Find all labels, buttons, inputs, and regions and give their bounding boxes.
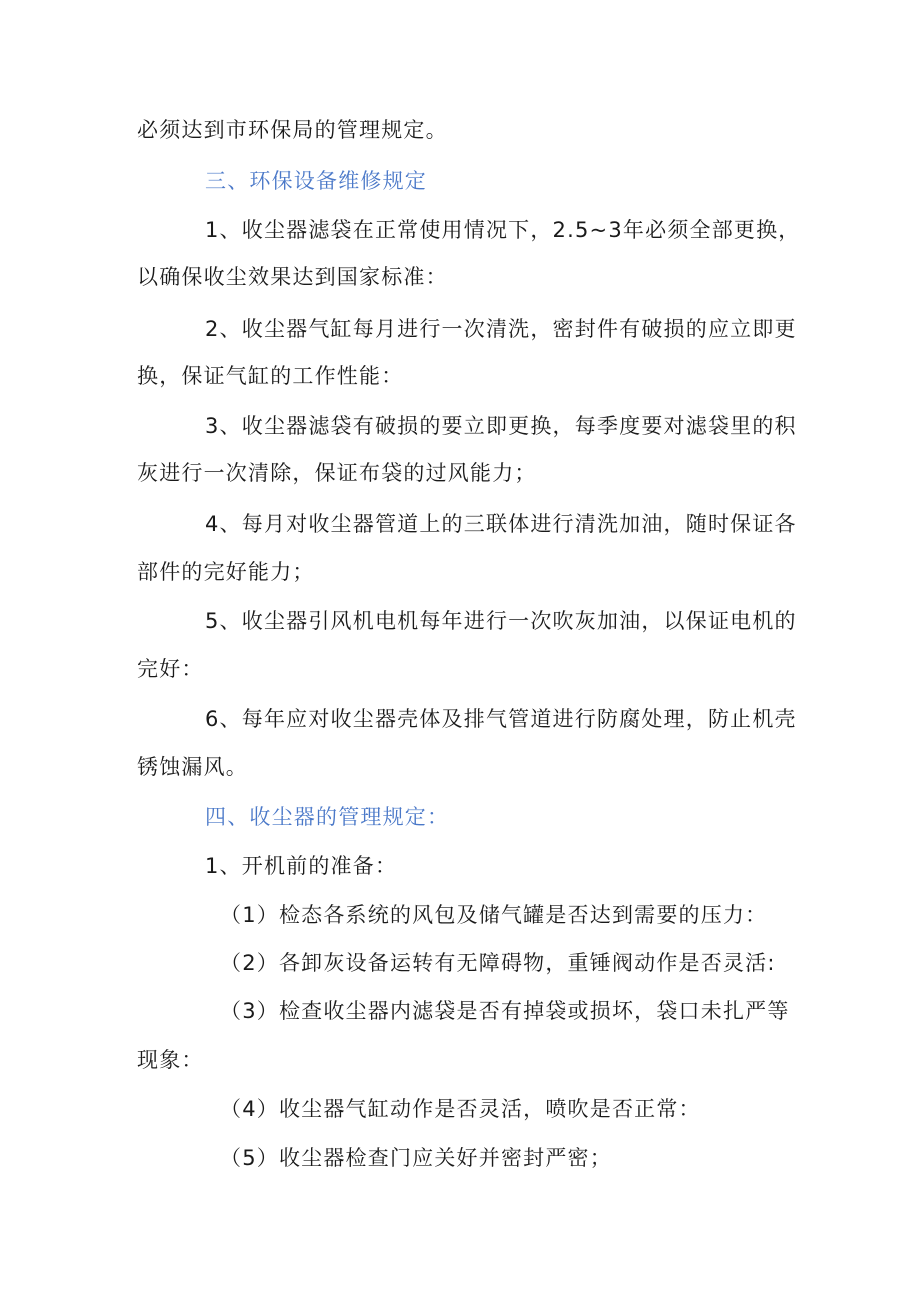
section-heading-4: 四、收尘器的管理规定： [205,805,450,829]
list-item: （5）收尘器检查门应关好并密封严密； [220,1146,612,1170]
text-line: 以确保收尘效果达到国家标准： [137,265,448,289]
text-line: 4、每月对收尘器管道上的三联体进行清洗加油，随时保证各 [205,512,797,536]
section-heading-3: 三、环保设备维修规定 [205,169,427,193]
list-item: （3）检查收尘器内滤袋是否有掉袋或损坏，袋口未扎严等 [220,999,790,1023]
text-line: 1、收尘器滤袋在正常使用情况下，2.5~3年必须全部更换， [205,218,801,242]
text-line: 1、开机前的准备： [205,854,398,878]
text-line: 完好： [137,657,204,681]
text-line: 灰进行一次清除，保证布袋的过风能力； [137,461,537,485]
text-line: 6、每年应对收尘器壳体及排气管道进行防腐处理，防止机壳 [205,707,797,731]
text-line: 必须达到市环保局的管理规定。 [137,118,448,142]
text-line: 部件的完好能力； [137,560,315,584]
list-item: （4）收尘器气缸动作是否灵活，喷吹是否正常： [220,1097,701,1121]
list-item: （1）检态各系统的风包及储气罐是否达到需要的压力： [220,903,768,927]
text-line: 2、收尘器气缸每月进行一次清洗，密封件有破损的应立即更 [205,317,797,341]
text-line: 现象： [137,1048,204,1072]
text-line: 5、收尘器引风机电机每年进行一次吹灰加油，以保证电机的 [205,609,797,633]
text-line: 3、收尘器滤袋有破损的要立即更换，每季度要对滤袋里的积 [205,414,797,438]
text-line: 换，保证气缸的工作性能： [137,364,404,388]
text-line: 锈蚀漏风。 [137,755,248,779]
list-item: （2）各卸灰设备运转有无障碍物，重锤阀动作是否灵活: [220,951,776,975]
